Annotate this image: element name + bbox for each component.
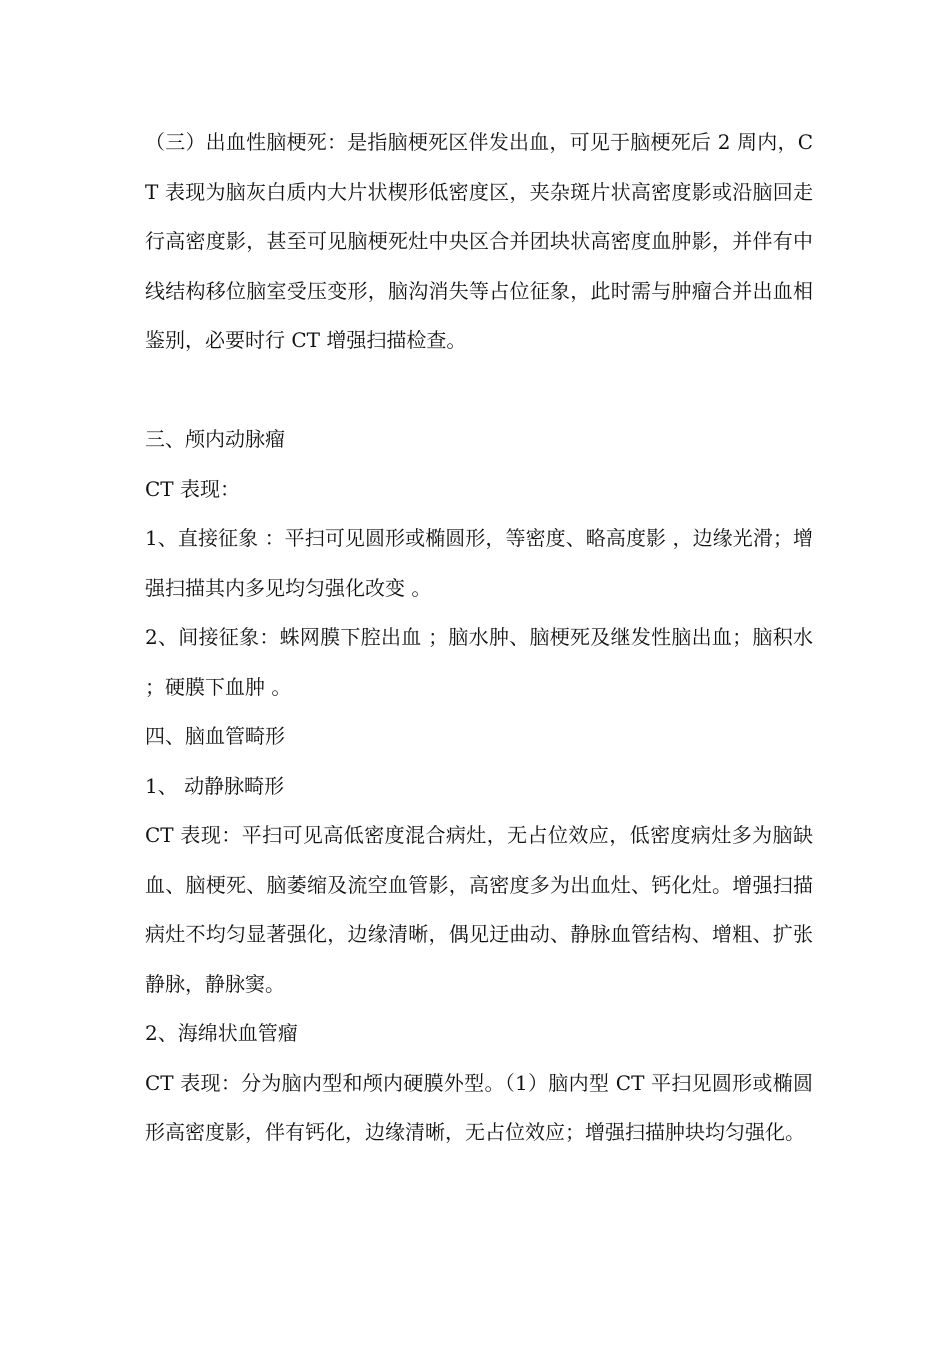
heading-arteriovenous-malformation: 1、 动静脉畸形: [145, 773, 285, 798]
heading-intracranial-aneurysm: 三、颅内动脉瘤: [145, 427, 285, 451]
blank-line: [145, 366, 813, 416]
document-body: [145, 118, 813, 1158]
heading-cavernous-hemangioma: 2、海绵状血管瘤: [145, 1021, 298, 1045]
paragraph-hemorrhagic-infarction: （三）出血性脑梗死：是指脑梗死区伴发出血，可见于脑梗死后 2 周内，CT 表现为脑灰白质内大片状楔形低密度区，夹杂斑片状高密度影或沿脑回走行高密度影，甚至可见脑梗死灶中央区合并团块状高密度血肿影，并伴有中线结构移位脑室受压变形，脑沟消失等占位征象，此时需与肿瘤合并出血相鉴别，必要时行 CT 增强扫描检查。: [145, 130, 813, 352]
paragraph-cavernous-ct-findings: CT 表现：分为脑内型和颅内硬膜外型。（1）脑内型 CT 平扫见圆形或椭圆形高密度影，伴有钙化，边缘清晰，无占位效应；增强扫描肿块均匀强化。: [145, 1070, 813, 1144]
paragraph-avm-ct-findings: CT 表现：平扫可见高低密度混合病灶，无占位效应，低密度病灶多为脑缺血、脑梗死、脑萎缩及流空血管影，高密度多为出血灶、钙化灶。增强扫描病灶不均匀显著强化，边缘清晰，偶见迂曲动、静脉血管结构、增粗、扩张静脉，静脉窦。: [145, 823, 813, 996]
paragraph-direct-sign: 1、直接征象 ：平扫可见圆形或椭圆形，等密度、略高度影 ，边缘光滑；增强扫描其内多见均匀强化改变 。: [145, 526, 813, 600]
heading-vascular-malformation: 四、脑血管畸形: [145, 724, 285, 748]
paragraph-ct-findings-label: CT 表现：: [145, 476, 240, 501]
paragraph-indirect-sign: 2、间接征象：蛛网膜下腔出血 ；脑水肿、脑梗死及继发性脑出血；脑积水 ；硬膜下血肿 。: [145, 625, 813, 699]
